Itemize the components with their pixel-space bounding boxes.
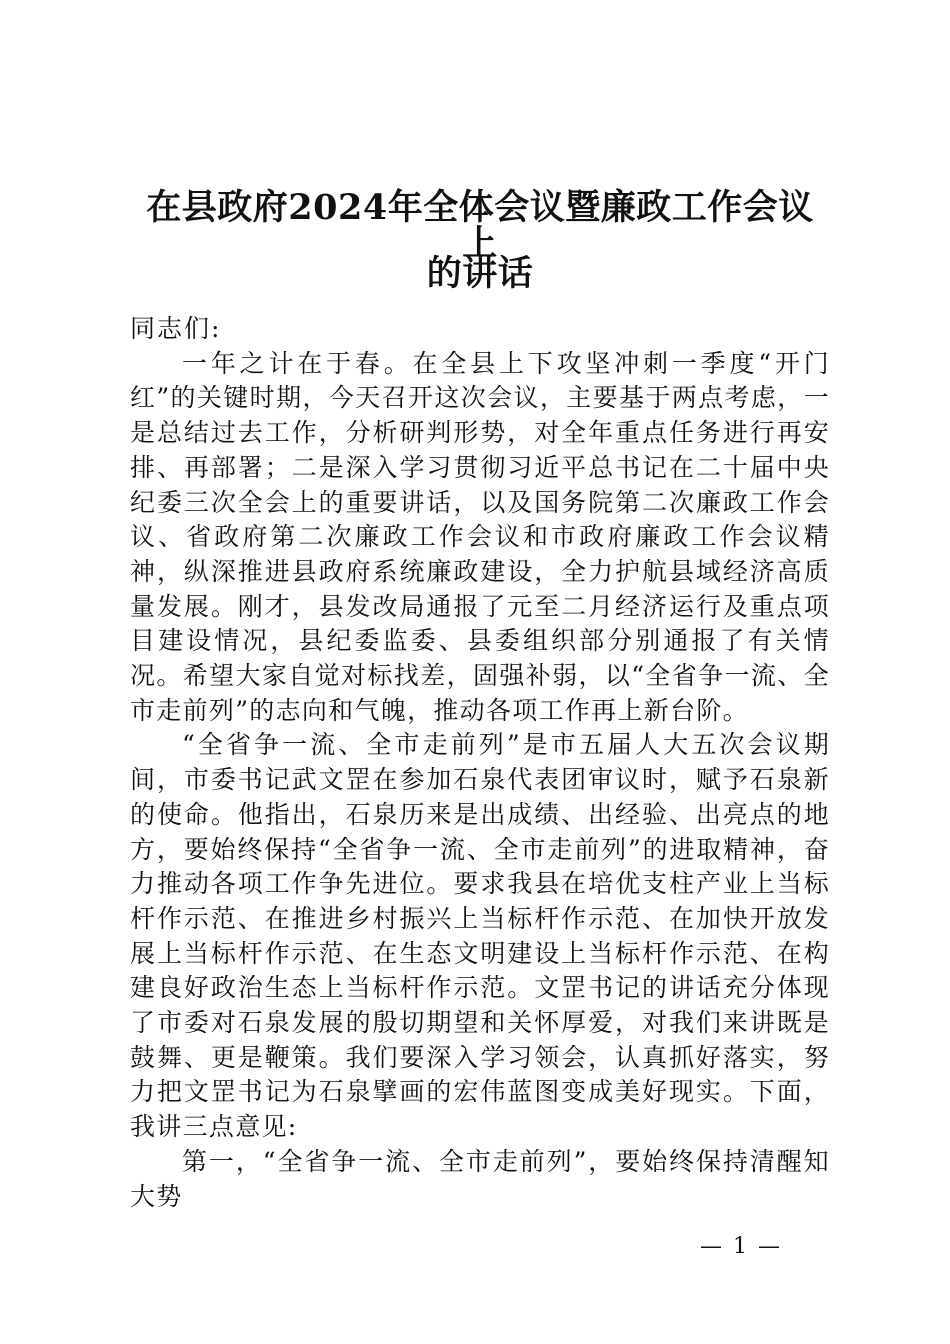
section-heading: 第一，“全省争一流、全市走前列”，要始终保持清醒知大势	[130, 1146, 830, 1211]
document-body	[130, 312, 830, 1214]
salutation: 同志们:	[130, 314, 222, 343]
document-title-line-1: 在县政府2024年全体会议暨廉政工作会议上	[146, 187, 814, 264]
paragraph: “全省争一流、全市走前列”是市五届人大五次会议期间，市委书记武文罡在参加石泉代表团审议时，赋予石泉新的使命。他指出，石泉历来是出成绩、出经验、出亮点的地方，要始终保持“全省争一流、全市走前列”的进取精神，奋力推动各项工作争先进位。要求我县在培优支柱产业上当标杆作示范、在推进乡村振兴上当标杆作示范、在加快开放发展上当标杆作示范、在生态文明建设上当标杆作示范、在构建良好政治生态上当标杆作示范。文罡书记的讲话充分体现了市委对石泉发展的殷切期望和关怀厚爱，对我们来讲既是鼓舞、更是鞭策。我们要深入学习领会，认真抓好落实，努力把文罡书记为石泉擘画的宏伟蓝图变成美好现实。下面，我讲三点意见:	[130, 730, 830, 1142]
document-title-line-2: 的讲话	[426, 253, 534, 294]
paragraph: 一年之计在于春。在全县上下攻坚冲刺一季度“开门红”的关键时期，今天召开这次会议，主要基于两点考虑，一是总结过去工作，分析研判形势，对全年重点任务进行再安排、再部署；二是深入学习贯彻习近平总书记在二十届中央纪委三次全会上的重要讲话，以及国务院第二次廉政工作会议、省政府第二次廉政工作会议和市政府廉政工作会议精神，纵深推进县政府系统廉政建设，全力护航县域经济高质量发展。刚才，县发改局通报了元至二月经济运行及重点项目建设情况，县纪委监委、县委组织部分别通报了有关情况。希望大家自觉对标找差，固强补弱，以“全省争一流、全市走前列”的志向和气魄，推动各项工作再上新台阶。	[130, 348, 830, 725]
page-number: — 1 —	[700, 1234, 782, 1259]
